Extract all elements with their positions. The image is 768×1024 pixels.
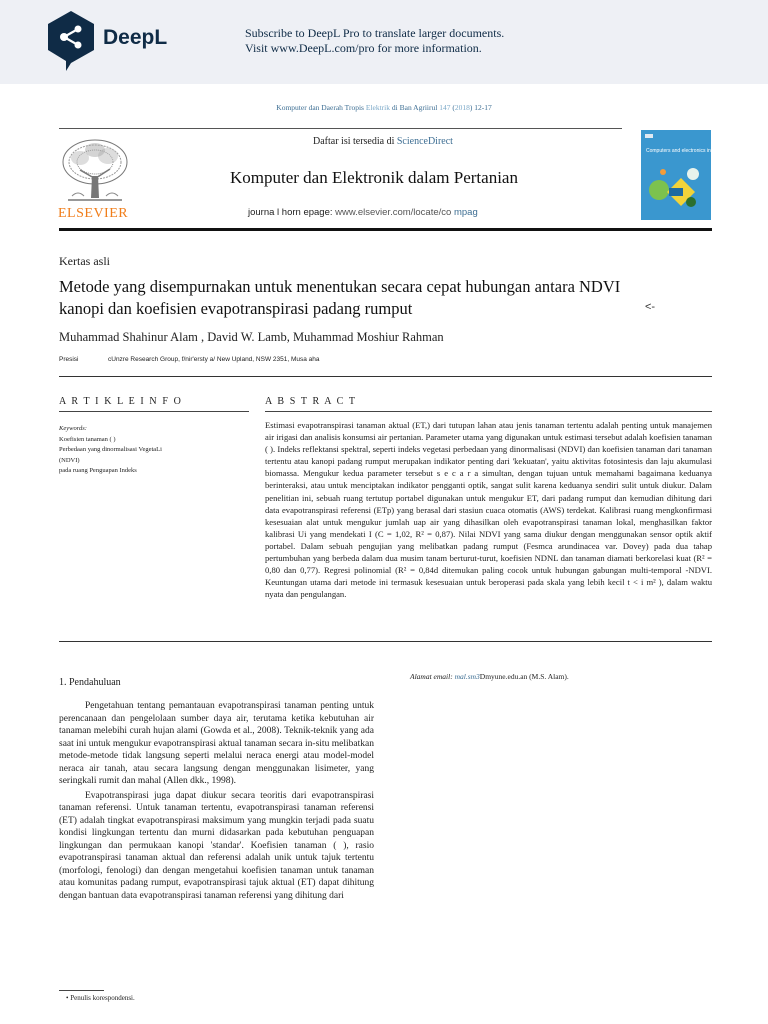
cover-title: Computers and electronics in agriculture [646,148,736,154]
affiliation-label: Presisi [59,356,79,363]
abstract-text: Estimasi evapotranspirasi tanaman aktual (ET,) dari tutupan lahan atau jenis tanaman tertentu adalah penting untuk manajemen air irigasi dan analisis konsumsi air pertanian. Parameter utama yang digunakan untuk estimasi tersebut adalah koefisien tanaman ( ). Indeks reflektansi spektral, seperti indeks vegetasi perbedaan yang dinormalisasi (NDVI) dan koefisien tanaman dari tanaman tertentu atau kanopi padang rumput merupakan indikator penting dari 'kekuatan', yaitu aktivitas fotosintesis dan laju akumulasi biomassa. Mengukur kedua parameter tersebut s e c a r a simultan, dengan tujuan untuk memahami bagaimana keduanya berinteraksi, atau untuk menciptakan indikator pengganti optik, sangat sulit karena keduanya sendiri sulit untuk diukur. Dalam penelitian ini, sebuah ruang tertutup portabel digunakan untuk mengukur ET, dari padang rumput dan kemudian dihitung dari data evapotranspirasi referensi (ETp) yang berasal dari stasiun cuaca otomatis (AWS) terdekat. Kalibrasi ruang mengkonfirmasi kesesuaian alat untuk mengukur jumlah uap air yang dihasilkan oleh evapotranspirasi tanaman lokal, menghasilkan faktor kalibrasi Ui yang mendekati I (C = 1,02, R² = 0,87). Nilai NDVI yang sama diukur dengan menggunakan sensor optik aktif portabel. Dalam sebuah pengujian yang melibatkan padang rumput (Fesmca arundinacea var. Dovey) pada dua tahap pertumbuhan yang berbeda dalam dua musim tanam berturut-turut, koefisien NDNL dan tanaman diamati berkorelasi kuat (R² = 0,80 dan 0,77). Regresi polinomial (R² = 0,84d ditemukan paling cocok untuk hubungan gabungan multi-temporal -NDVI. Keuntungan utama dari metode ini termasuk kesesuaian untuk beroperasi pada skala yang lebih kecil t < i m² ), dalam waktu nyata dan pengulangan. [265,420,712,600]
article-info-heading: A R T I K L E I N F O [59,396,183,407]
contents-text: Daftar isi tersedia di [313,136,397,147]
banner-line-2 [245,41,504,56]
citation-word: Elektrik [365,103,391,112]
citation-volume[interactable]: 147 [439,103,451,112]
abstract-heading: A B S T R A C T [265,396,357,407]
article-title: Metode yang disempurnakan untuk menentukan secara cepat hubungan antara NDVI kanopi dan koefisien evapotranspirasi padang rumput [59,277,621,318]
citation-journal: Komputer dan Daerah Tropis [276,103,366,112]
journal-title: Komputer dan Elektronik dalam Pertanian [230,168,518,187]
elsevier-tree-icon [58,136,133,208]
intro-heading: 1. Pendahuluan [59,677,121,688]
intro-paragraph-1: Pengetahuan tentang pemantauan evapotranspirasi tanaman penting untuk perencanaan dan pengelolaan sumber daya air, terutama ketika kebutuhan air tanaman melebihi curah hujan alami (Gowda et al., 2008). Teknik-teknik yang ada saat ini untuk mengukur evapotranspirasi aktual tanaman secara in-situ melibatkan metode-metode tidak langsung seperti melalui neraca energi atau model-model neraca air tanah, atau secara langsung dengan menggunakan lisimeter, yang seringkali rumit dan mahal (Allen dkk., 1998). [59,701,374,786]
deepl-pro-link[interactable]: www.DeepL.com/pro [270,41,375,55]
homepage-link[interactable]: www.elsevier.com/locate/co [335,207,452,218]
keyword-item: Koefisien tanaman ( ) [59,435,116,443]
header-divider [59,128,622,129]
email-suffix: Dmyune.edu.an (M.S. Alam). [479,672,569,681]
citation-pages: ) 12-17 [469,103,492,112]
citation-text: di Ban Agriirul [390,103,440,112]
keywords-label: Keywords: [59,425,87,432]
email-label: Alamat email: [410,672,455,681]
deepl-wordmark[interactable]: DeepL [103,26,168,49]
homepage-link-suffix[interactable]: mpag [451,207,478,218]
crossmark-icon[interactable]: <- [645,301,656,313]
footnote: • Penulis korespondensi. [66,994,135,1002]
banner-line-1: Subscribe to DeepL Pro to translate larger documents. [245,26,505,40]
sciencedirect-link[interactable]: ScienceDirect [396,136,453,147]
contents-available [313,136,453,147]
keyword-item: pada ruang Penguapan Indeks [59,467,137,474]
citation-paren: ( [450,103,455,112]
journal-cover-image [641,130,736,220]
footnote-rule [59,990,104,991]
affiliation-text: cUnzre Research Group, f/nir'ersty a/ New Upland, NSW 2351, Musa aha [108,356,320,363]
section-divider [59,376,712,377]
homepage-label: journa l horn epage: [248,207,336,218]
abstract-rule [265,411,712,412]
elsevier-logo-text: ELSEVIER [58,206,129,221]
journal-homepage [248,207,478,218]
citation-year[interactable]: 2018 [454,103,470,112]
header-bottom-rule [59,228,712,231]
email-link[interactable]: mal.sm3 [454,672,480,681]
intro-paragraph-2: Evapotranspirasi juga dapat diukur secara teoritis dari evapotranspirasi tanaman referensi. Untuk tanaman tertentu, evapotranspirasi tanaman referensi (ET) adalah tingkat evapotranspirasi maksimum yang mungkin terjadi pada suatu kondisi lingkungan tertentu dan murni didasarkan pada kebutuhan penguapan lingkungan dan permukaan kanopi 'standar'. Koefisien tanaman ( ), rasio evapotranspirasi tanaman aktual dan referensi adalah unik untuk tajuk tertentu (morfologi, fenologi) dan dengan mengetahui koefisien tanaman untuk tanaman atau komunitas padang rumput, evapotranspirasi tajuk aktual (ET) dapat dihitung dengan bantuan data evapotranspirasi tanaman referensi yang dihitung dari [59,790,374,901]
banner-message [245,26,504,56]
keyword-item: (NDVI) [59,456,80,464]
abstract-end-rule [59,641,712,642]
banner-visit-text: Visit [245,41,271,55]
article-info-rule [59,411,249,412]
cover-art-icon [641,130,736,220]
banner-info-text: for more information. [374,41,482,55]
keyword-item: Perbedaan yang dinormalisasi VegetaLi [59,446,162,453]
intro-body [59,700,374,904]
author-list[interactable]: Muhammad Shahinur Alam , David W. Lamb, Muhammad Moshiur Rahman [59,330,444,344]
abstract-body [265,419,712,600]
journal-citation [0,103,768,112]
corresponding-email [410,672,569,681]
article-type: Kertas asli [59,254,110,268]
keywords-block [59,424,249,477]
deepl-banner [0,0,768,84]
deepl-logo-icon[interactable] [46,10,96,72]
